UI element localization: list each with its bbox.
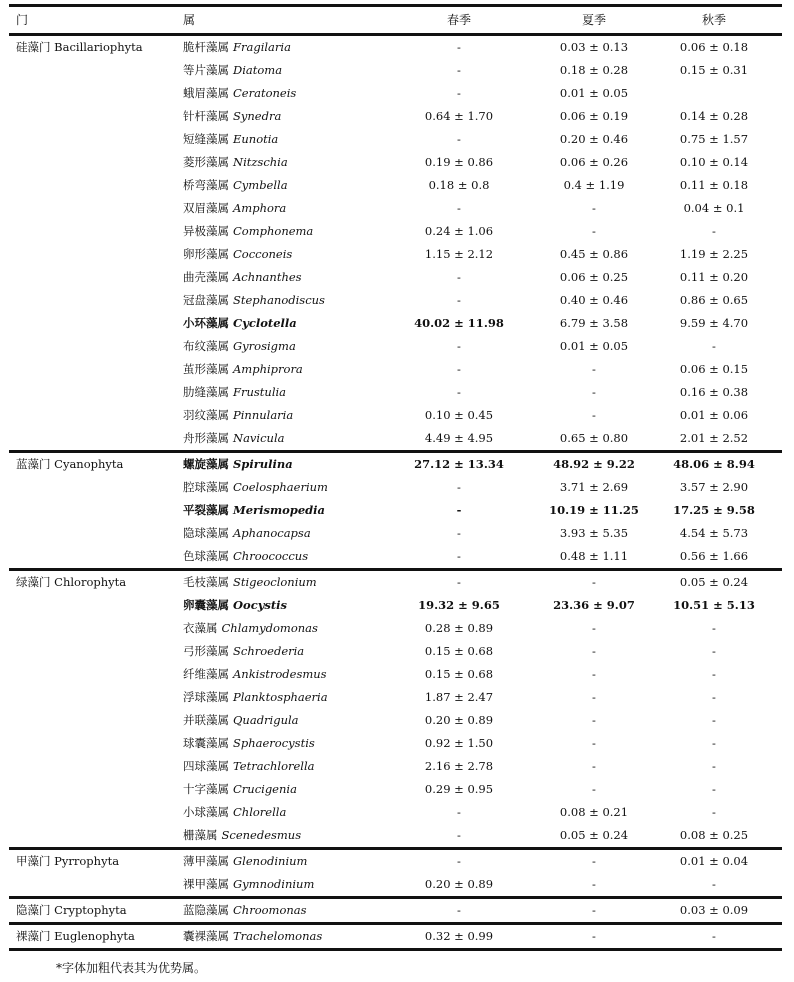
genus-latin-name: Planktosphaeria	[233, 690, 328, 704]
spring-value: 0.10 ± 0.45	[424, 408, 494, 422]
table-row	[9, 899, 782, 925]
spring-value: 0.64 ± 1.70	[424, 109, 494, 123]
genus-latin-name: Tetrachlorella	[233, 759, 315, 773]
spring-value: -	[457, 63, 461, 77]
spring-value: 0.29 ± 0.95	[424, 782, 494, 796]
table-row	[9, 289, 782, 312]
autumn-value: 0.01 ± 0.06	[679, 408, 749, 422]
phylum-label: 硅藻门 Bacillariophyta	[16, 40, 143, 54]
genus-chinese-name: 蛾眉藻属	[183, 86, 229, 100]
summer-value: -	[592, 854, 596, 868]
table-row	[9, 686, 782, 709]
autumn-value	[654, 82, 774, 105]
spring-value: 0.20 ± 0.89	[424, 713, 494, 727]
genus-latin-name: Stephanodiscus	[233, 293, 325, 307]
table-row	[9, 571, 782, 594]
summer-value: -	[592, 385, 596, 399]
table-header	[9, 4, 782, 36]
spring-value: 0.19 ± 0.86	[424, 155, 494, 169]
spring-value: -	[457, 339, 461, 353]
genus-latin-name: Ceratoneis	[233, 86, 297, 100]
phylum-label: 裸藻门 Euglenophyta	[16, 929, 135, 943]
genus-name	[183, 686, 328, 709]
table-row	[9, 755, 782, 778]
summer-value: -	[592, 736, 596, 750]
genus-name	[183, 174, 288, 197]
spring-value: 1.87 ± 2.47	[424, 690, 494, 704]
table-row	[9, 545, 782, 571]
genus-name	[183, 617, 318, 640]
summer-value: 3.71 ± 2.69	[559, 480, 629, 494]
table-row	[9, 358, 782, 381]
genus-chinese-name: 舟形藻属	[183, 431, 229, 445]
table-row	[9, 453, 782, 476]
genus-chinese-name: 桥弯藻属	[183, 178, 229, 192]
autumn-value: 0.11 ± 0.18	[679, 178, 749, 192]
spring-value: -	[457, 201, 461, 215]
genus-latin-name: Oocystis	[233, 598, 288, 612]
genus-chinese-name: 平裂藻属	[183, 503, 229, 517]
autumn-value: 0.05 ± 0.24	[679, 575, 749, 589]
autumn-value: 0.56 ± 1.66	[679, 549, 749, 563]
spring-value: 0.28 ± 0.89	[424, 621, 494, 635]
autumn-value: 9.59 ± 4.70	[679, 316, 749, 330]
genus-latin-name: Quadrigula	[233, 713, 299, 727]
summer-value: -	[592, 713, 596, 727]
table-row	[9, 522, 782, 545]
autumn-value: -	[712, 877, 716, 891]
header-phylum: 门	[16, 13, 29, 27]
genus-latin-name: Comphonema	[233, 224, 314, 238]
footnote: *字体加粗代表其为优势属。	[56, 961, 207, 975]
autumn-value: 0.86 ± 0.65	[679, 293, 749, 307]
genus-chinese-name: 短缝藻属	[183, 132, 229, 146]
autumn-value: -	[712, 929, 716, 943]
spring-value: -	[457, 828, 461, 842]
genus-chinese-name: 色球藻属	[183, 549, 229, 563]
genus-name	[183, 36, 291, 59]
autumn-value: 2.01 ± 2.52	[679, 431, 749, 445]
genus-name	[183, 220, 313, 243]
genus-chinese-name: 并联藻属	[183, 713, 229, 727]
summer-value: 0.06 ± 0.25	[559, 270, 629, 284]
autumn-value: -	[712, 224, 716, 238]
summer-value: 0.06 ± 0.26	[559, 155, 629, 169]
genus-name	[183, 732, 315, 755]
genus-latin-name: Gymnodinium	[233, 877, 315, 891]
summer-value: 0.40 ± 0.46	[559, 293, 629, 307]
table-row	[9, 476, 782, 499]
spring-value: -	[457, 362, 461, 376]
genus-chinese-name: 异极藻属	[183, 224, 229, 238]
summer-value: -	[592, 575, 596, 589]
summer-value: 0.06 ± 0.19	[559, 109, 629, 123]
header-autumn: 秋季	[701, 13, 726, 27]
spring-value: -	[457, 549, 461, 563]
summer-value: -	[592, 667, 596, 681]
genus-chinese-name: 小环藻属	[183, 316, 229, 330]
autumn-value: -	[712, 690, 716, 704]
spring-value: 0.15 ± 0.68	[424, 667, 494, 681]
genus-chinese-name: 螺旋藻属	[183, 457, 229, 471]
genus-name	[183, 453, 293, 476]
genus-name	[183, 289, 325, 312]
genus-name	[183, 82, 296, 105]
genus-latin-name: Gyrosigma	[233, 339, 296, 353]
spring-value: 0.24 ± 1.06	[424, 224, 494, 238]
autumn-value: -	[712, 736, 716, 750]
summer-value: 0.05 ± 0.24	[559, 828, 629, 842]
genus-chinese-name: 卵囊藻属	[183, 598, 229, 612]
spring-value: -	[457, 903, 461, 917]
spring-value: -	[457, 40, 461, 54]
phylum-label: 蓝藻门 Cyanophyta	[16, 457, 124, 471]
genus-chinese-name: 脆杆藻属	[183, 40, 229, 54]
autumn-value: 0.75 ± 1.57	[679, 132, 749, 146]
autumn-value: 17.25 ± 9.58	[673, 503, 755, 517]
spring-value: 19.32 ± 9.65	[418, 598, 500, 612]
header-summer: 夏季	[581, 13, 606, 27]
autumn-value: -	[712, 644, 716, 658]
summer-value: -	[592, 782, 596, 796]
genus-latin-name: Spirulina	[233, 457, 293, 471]
genus-chinese-name: 囊裸藻属	[183, 929, 229, 943]
genus-chinese-name: 毛枝藻属	[183, 575, 229, 589]
genus-chinese-name: 针杆藻属	[183, 109, 229, 123]
table-row	[9, 174, 782, 197]
autumn-value: 4.54 ± 5.73	[679, 526, 749, 540]
autumn-value: -	[712, 667, 716, 681]
spring-value: 1.15 ± 2.12	[424, 247, 494, 261]
genus-name	[183, 243, 292, 266]
genus-latin-name: Cocconeis	[233, 247, 293, 261]
genus-chinese-name: 卵形藻属	[183, 247, 229, 261]
genus-name	[183, 522, 311, 545]
summer-value: 23.36 ± 9.07	[553, 598, 635, 612]
genus-name	[183, 640, 304, 663]
table-row	[9, 243, 782, 266]
table-row	[9, 925, 782, 951]
genus-latin-name: Cymbella	[233, 178, 288, 192]
genus-chinese-name: 腔球藻属	[183, 480, 229, 494]
table-row	[9, 381, 782, 404]
summer-value: 6.79 ± 3.58	[559, 316, 629, 330]
header-spring: 春季	[446, 13, 471, 27]
genus-latin-name: Coelosphaerium	[233, 480, 328, 494]
genus-name	[183, 801, 286, 824]
phylum-label: 隐藻门 Cryptophyta	[16, 903, 127, 917]
summer-value: -	[592, 877, 596, 891]
genus-name	[183, 59, 282, 82]
genus-chinese-name: 薄甲藻属	[183, 854, 229, 868]
genus-chinese-name: 羽纹藻属	[183, 408, 229, 422]
genus-chinese-name: 双眉藻属	[183, 201, 229, 215]
genus-latin-name: Stigeoclonium	[233, 575, 317, 589]
genus-chinese-name: 蓝隐藻属	[183, 903, 229, 917]
genus-name	[183, 545, 308, 568]
genus-latin-name: Chlorella	[233, 805, 287, 819]
genus-name	[183, 197, 286, 220]
genus-chinese-name: 衣藻属	[183, 621, 218, 635]
spring-value: 0.20 ± 0.89	[424, 877, 494, 891]
genus-name	[183, 381, 286, 404]
genus-name	[183, 850, 307, 873]
table-row	[9, 850, 782, 873]
genus-latin-name: Glenodinium	[233, 854, 308, 868]
summer-value: -	[592, 224, 596, 238]
table-row	[9, 594, 782, 617]
summer-value: -	[592, 201, 596, 215]
summer-value: 0.20 ± 0.46	[559, 132, 629, 146]
genus-chinese-name: 等片藻属	[183, 63, 229, 77]
summer-value: 3.93 ± 5.35	[559, 526, 629, 540]
genus-name	[183, 778, 297, 801]
autumn-value: 0.03 ± 0.09	[679, 903, 749, 917]
spring-value: 0.92 ± 1.50	[424, 736, 494, 750]
genus-name	[183, 925, 322, 948]
genus-chinese-name: 布纹藻属	[183, 339, 229, 353]
summer-value: -	[592, 759, 596, 773]
genus-name	[183, 427, 284, 450]
genus-chinese-name: 小球藻属	[183, 805, 229, 819]
autumn-value: -	[712, 713, 716, 727]
spring-value: 0.15 ± 0.68	[424, 644, 494, 658]
autumn-value: -	[712, 621, 716, 635]
autumn-value: 0.14 ± 0.28	[679, 109, 749, 123]
autumn-value: 0.10 ± 0.14	[679, 155, 749, 169]
summer-value: 0.08 ± 0.21	[559, 805, 629, 819]
header-genus: 属	[183, 13, 196, 27]
table-row	[9, 151, 782, 174]
summer-value: -	[592, 929, 596, 943]
autumn-value: 0.06 ± 0.15	[679, 362, 749, 376]
table-row	[9, 778, 782, 801]
table-row	[9, 335, 782, 358]
summer-value: 0.45 ± 0.86	[559, 247, 629, 261]
spring-value: 0.18 ± 0.8	[428, 178, 490, 192]
genus-latin-name: Sphaerocystis	[233, 736, 315, 750]
summer-value: -	[592, 644, 596, 658]
table-row	[9, 427, 782, 453]
genus-latin-name: Trachelomonas	[233, 929, 323, 943]
phylum-label: 绿藻门 Chlorophyta	[16, 575, 127, 589]
genus-latin-name: Chroomonas	[233, 903, 307, 917]
summer-value: -	[592, 621, 596, 635]
algae-genus-table	[9, 4, 782, 951]
genus-name	[183, 663, 327, 686]
table-row	[9, 732, 782, 755]
autumn-value: -	[712, 805, 716, 819]
summer-value: 10.19 ± 11.25	[549, 503, 639, 517]
table-body	[9, 36, 782, 951]
summer-value: -	[592, 408, 596, 422]
genus-chinese-name: 球囊藻属	[183, 736, 229, 750]
summer-value: 48.92 ± 9.22	[553, 457, 635, 471]
summer-value: 0.01 ± 0.05	[559, 339, 629, 353]
genus-chinese-name: 肋缝藻属	[183, 385, 229, 399]
table-row	[9, 197, 782, 220]
spring-value: -	[457, 526, 461, 540]
autumn-value: 3.57 ± 2.90	[679, 480, 749, 494]
summer-value: 0.48 ± 1.11	[559, 549, 629, 563]
table-row	[9, 801, 782, 824]
spring-value: -	[457, 854, 461, 868]
genus-chinese-name: 纤维藻属	[183, 667, 229, 681]
genus-name	[183, 476, 328, 499]
genus-latin-name: Pinnularia	[233, 408, 294, 422]
genus-latin-name: Cyclotella	[233, 316, 297, 330]
genus-chinese-name: 十字藻属	[183, 782, 229, 796]
autumn-value: 10.51 ± 5.13	[673, 598, 755, 612]
spring-value: -	[456, 503, 462, 517]
genus-chinese-name: 栅藻属	[183, 828, 218, 842]
genus-chinese-name: 裸甲藻属	[183, 877, 229, 891]
genus-name	[183, 499, 325, 522]
table-row	[9, 128, 782, 151]
autumn-value: 1.19 ± 2.25	[679, 247, 749, 261]
genus-name	[183, 312, 297, 335]
spring-value: 0.32 ± 0.99	[424, 929, 494, 943]
genus-latin-name: Nitzschia	[233, 155, 288, 169]
autumn-value: -	[712, 759, 716, 773]
genus-latin-name: Chroococcus	[233, 549, 309, 563]
table-row	[9, 499, 782, 522]
summer-value: -	[592, 690, 596, 704]
genus-latin-name: Frustulia	[233, 385, 287, 399]
genus-latin-name: Aphanocapsa	[233, 526, 311, 540]
phylum-label: 甲藻门 Pyrrophyta	[16, 854, 120, 868]
genus-name	[183, 571, 317, 594]
summer-value: 0.65 ± 0.80	[559, 431, 629, 445]
spring-value: 4.49 ± 4.95	[424, 431, 494, 445]
autumn-value: 48.06 ± 8.94	[673, 457, 755, 471]
autumn-value: 0.04 ± 0.1	[683, 201, 745, 215]
table-row	[9, 82, 782, 105]
table-row	[9, 663, 782, 686]
genus-name	[183, 128, 278, 151]
table-row	[9, 312, 782, 335]
spring-value: -	[457, 270, 461, 284]
autumn-value: 0.15 ± 0.31	[679, 63, 749, 77]
genus-latin-name: Amphiprora	[233, 362, 303, 376]
genus-name	[183, 755, 315, 778]
genus-latin-name: Fragilaria	[233, 40, 291, 54]
summer-value: 0.4 ± 1.19	[563, 178, 625, 192]
spring-value: -	[457, 132, 461, 146]
table-row	[9, 36, 782, 59]
table-row	[9, 709, 782, 732]
autumn-value: 0.08 ± 0.25	[679, 828, 749, 842]
genus-latin-name: Ankistrodesmus	[233, 667, 327, 681]
spring-value: -	[457, 293, 461, 307]
table-row	[9, 404, 782, 427]
summer-value: 0.18 ± 0.28	[559, 63, 629, 77]
genus-name	[183, 899, 307, 922]
summer-value: -	[592, 903, 596, 917]
genus-latin-name: Diatoma	[233, 63, 283, 77]
autumn-value: 0.16 ± 0.38	[679, 385, 749, 399]
table-row	[9, 873, 782, 899]
genus-name	[183, 873, 314, 896]
genus-name	[183, 358, 303, 381]
autumn-value: -	[712, 782, 716, 796]
genus-latin-name: Crucigenia	[233, 782, 297, 796]
genus-latin-name: Chlamydomonas	[221, 621, 318, 635]
table-row	[9, 266, 782, 289]
table-row	[9, 824, 782, 850]
genus-chinese-name: 弓形藻属	[183, 644, 229, 658]
summer-value: 0.01 ± 0.05	[559, 86, 629, 100]
genus-latin-name: Schroederia	[233, 644, 305, 658]
genus-chinese-name: 曲壳藻属	[183, 270, 229, 284]
table-row	[9, 59, 782, 82]
autumn-value: 0.11 ± 0.20	[679, 270, 749, 284]
genus-name	[183, 266, 302, 289]
table-row	[9, 640, 782, 663]
genus-chinese-name: 菱形藻属	[183, 155, 229, 169]
spring-value: -	[457, 385, 461, 399]
table-row	[9, 220, 782, 243]
autumn-value: -	[712, 339, 716, 353]
genus-chinese-name: 茧形藻属	[183, 362, 229, 376]
table-row	[9, 105, 782, 128]
genus-latin-name: Eunotia	[233, 132, 279, 146]
genus-latin-name: Scenedesmus	[221, 828, 302, 842]
genus-name	[183, 335, 296, 358]
genus-chinese-name: 冠盘藻属	[183, 293, 229, 307]
spring-value: -	[457, 575, 461, 589]
spring-value: 2.16 ± 2.78	[424, 759, 494, 773]
genus-name	[183, 151, 288, 174]
genus-name	[183, 404, 293, 427]
spring-value: -	[457, 480, 461, 494]
spring-value: 40.02 ± 11.98	[414, 316, 504, 330]
genus-latin-name: Synedra	[233, 109, 282, 123]
spring-value: 27.12 ± 13.34	[414, 457, 504, 471]
genus-name	[183, 824, 301, 847]
genus-name	[183, 105, 281, 128]
spring-value: -	[457, 86, 461, 100]
genus-latin-name: Merismopedia	[233, 503, 326, 517]
autumn-value: 0.01 ± 0.04	[679, 854, 749, 868]
genus-chinese-name: 四球藻属	[183, 759, 229, 773]
genus-latin-name: Amphora	[233, 201, 287, 215]
genus-latin-name: Navicula	[233, 431, 285, 445]
spring-value: -	[457, 805, 461, 819]
autumn-value: 0.06 ± 0.18	[679, 40, 749, 54]
summer-value: 0.03 ± 0.13	[559, 40, 629, 54]
genus-name	[183, 594, 287, 617]
genus-latin-name: Achnanthes	[233, 270, 302, 284]
summer-value: -	[592, 362, 596, 376]
genus-name	[183, 709, 299, 732]
genus-chinese-name: 浮球藻属	[183, 690, 229, 704]
table-row	[9, 617, 782, 640]
genus-chinese-name: 隐球藻属	[183, 526, 229, 540]
